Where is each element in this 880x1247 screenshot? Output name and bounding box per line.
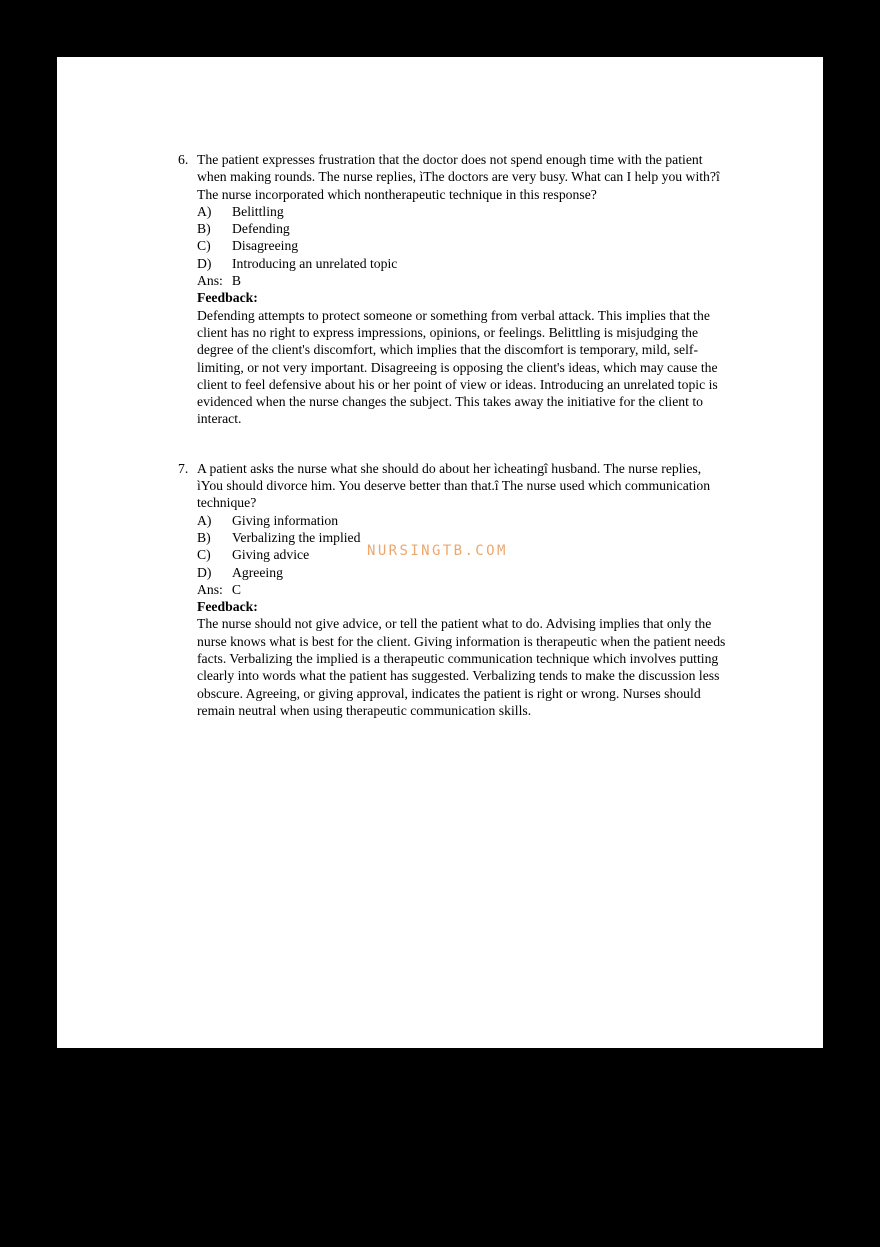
answer-label: Ans:: [197, 581, 223, 597]
option-text: Giving advice: [232, 547, 310, 563]
question-number: 6.: [178, 152, 189, 167]
options-list: [197, 203, 726, 272]
page-content: [57, 57, 823, 719]
option-d: [197, 255, 726, 272]
option-letter: C): [197, 238, 211, 254]
answer-value: C: [231, 581, 241, 597]
watermark: NURSINGTB.COM: [367, 543, 508, 559]
answer-row: [197, 272, 726, 289]
option-a: [197, 203, 726, 220]
option-letter: A): [197, 203, 212, 219]
question-block-6: [178, 151, 726, 428]
option-b: [197, 529, 726, 546]
option-d: [197, 564, 726, 581]
option-text: Verbalizing the implied: [232, 529, 361, 545]
option-text: Disagreeing: [232, 238, 299, 254]
question-number: 7.: [178, 460, 189, 476]
option-text: Introducing an unrelated topic: [232, 255, 398, 271]
answer-label: Ans:: [197, 273, 223, 289]
option-text: Agreeing: [232, 564, 283, 580]
options-list: [197, 512, 726, 581]
option-c: [197, 237, 726, 254]
option-letter: B): [197, 529, 211, 545]
option-text: Belittling: [232, 203, 284, 219]
feedback-label: Feedback:: [197, 599, 258, 615]
feedback-text: Defending attempts to protect someone or something from verbal attack. This implies that the client has no right to express impressions, opinions, or feelings. Belittling is misjudging the degree of the client's discomfort, which implies that the discomfort is temporary, mild, self-limiting, or not very important. Disagreeing is opposing the client's ideas, which may cause the client to feel defensive about his or her point of view or ideas. Introducing an unrelated topic is evidenced when the nurse changes the subject. This takes away the initiative for the client to interact.: [197, 307, 718, 427]
option-a: [197, 512, 726, 529]
answer-row: [197, 581, 726, 598]
option-b: [197, 220, 726, 237]
option-text: Giving information: [232, 512, 339, 528]
question-text: A patient asks the nurse what she should do about her ìcheatingî husband. The nurse replies, ìYou should divorce him. You deserve better than that.î The nurse used which communication technique?: [197, 460, 711, 511]
option-letter: B): [197, 221, 211, 237]
option-letter: D): [197, 564, 212, 580]
question-text: The patient expresses frustration that the doctor does not spend enough time with the patient when making rounds. The nurse replies, ìThe doctors are very busy. What can I help you with?î The nurse incorporated which nontherapeutic technique in this response?: [197, 152, 720, 202]
option-c: [197, 546, 726, 563]
option-letter: C): [197, 547, 211, 563]
feedback-text: The nurse should not give advice, or tell the patient what to do. Advising implies that only the nurse knows what is best for the client. Giving information is therapeutic when the patient needs facts. Verbalizing the implied is a therapeutic communication technique which involves putting clearly into words what the patient has suggested. Verbalizing tends to make the discussion less obscure. Agreeing, or giving approval, indicates the patient is right or wrong. Nurses should remain neutral when using therapeutic communication skills.: [197, 616, 726, 718]
feedback-label: Feedback:: [197, 290, 258, 306]
answer-value: B: [231, 273, 241, 289]
option-letter: D): [197, 255, 212, 271]
option-letter: A): [197, 512, 212, 528]
option-text: Defending: [232, 221, 290, 237]
question-block-7: [178, 460, 726, 719]
document-page: [57, 57, 823, 1048]
